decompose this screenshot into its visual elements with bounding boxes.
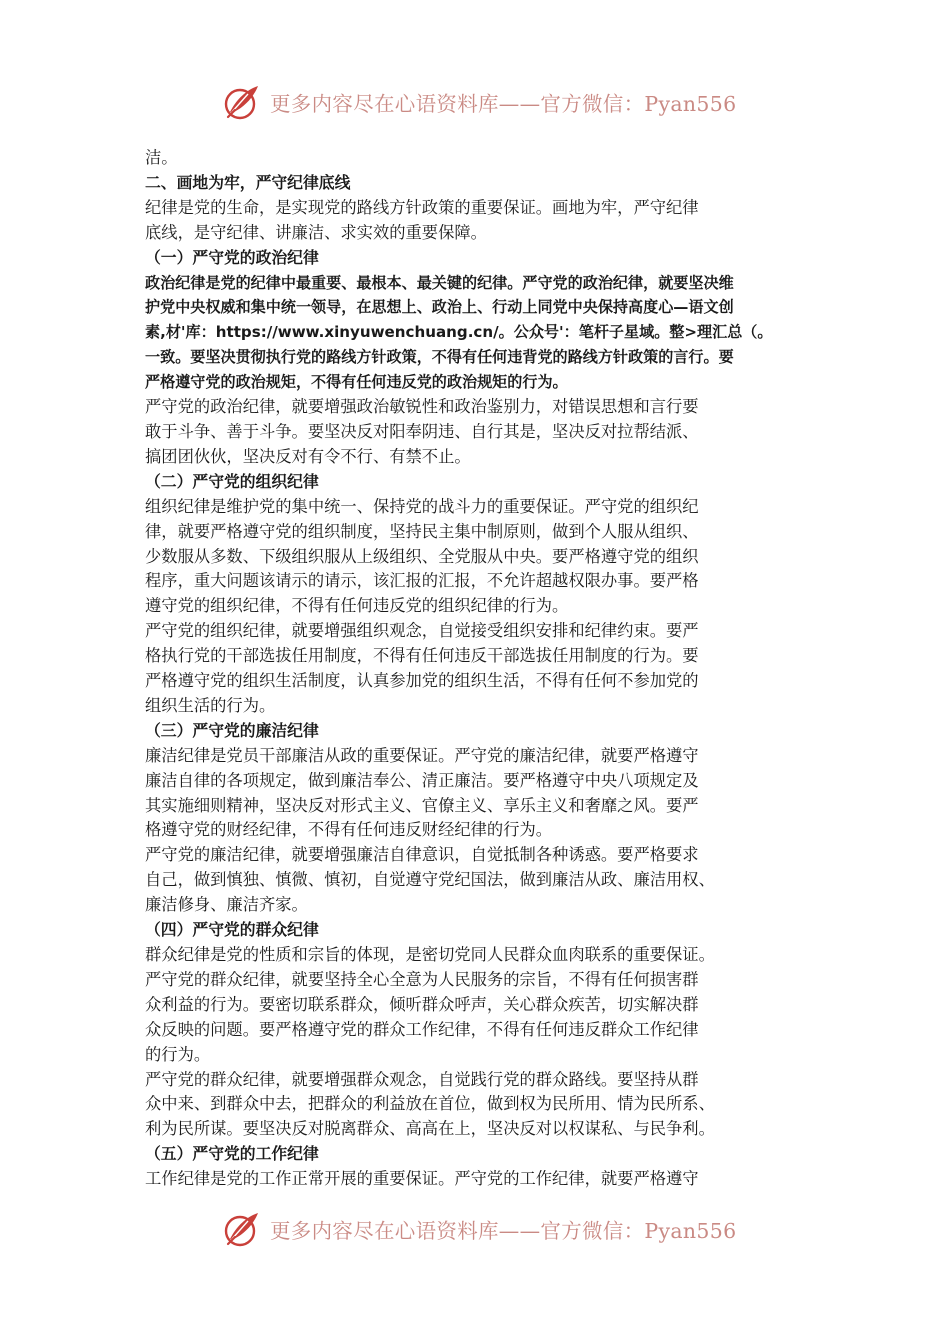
- text-line: 廉洁修身、廉洁齐家。: [145, 895, 308, 915]
- text-line: 严守党的廉洁纪律，就要增强廉洁自律意识，自觉抵制各种诱惑。要严格要求: [145, 845, 699, 865]
- watermark-banner-bottom: [222, 1207, 736, 1251]
- text-line: 遵守党的组织纪律，不得有任何违反党的组织纪律的行为。: [145, 596, 569, 616]
- text-line: 一致。要坚决贯彻执行党的路线方针政策，不得有任何违背党的路线方针政策的言行。要: [145, 348, 734, 367]
- text-line: 自己，做到慎独、慎微、慎初，自觉遵守党纪国法，做到廉洁从政、廉洁用权、: [145, 870, 715, 890]
- text-line: 廉洁自律的各项规定，做到廉洁奉公、清正廉洁。要严格遵守中央八项规定及: [145, 770, 699, 790]
- text-line: 众利益的行为。要密切联系群众，倾听群众呼声，关心群众疾苦，切实解决群: [145, 994, 699, 1014]
- section-heading: （四）严守党的群众纪律: [145, 920, 319, 940]
- text-line: 护党中央权威和集中统一领导，在思想上、政治上、行动上同党中央保持高度心—语文创: [145, 298, 734, 317]
- text-line: 组织纪律是维护党的集中统一、保持党的战斗力的重要保证。严守党的组织纪: [145, 496, 699, 516]
- text-line: 底线，是守纪律、讲廉洁、求实效的重要保障。: [145, 222, 487, 242]
- text-line: 程序，重大问题该请示的请示，该汇报的汇报，不允许超越权限办事。要严格: [145, 571, 699, 591]
- text-line: 洁。: [145, 148, 178, 167]
- feather-pen-logo-icon: [222, 1209, 262, 1249]
- section-heading: （五）严守党的工作纪律: [145, 1144, 319, 1164]
- text-line: 律，就要严格遵守党的组织制度，坚持民主集中制原则，做到个人服从组织、: [145, 521, 699, 541]
- text-line: 素,材'库：https://www.xinyuwenchuang.cn/。公众号'：笔杆子星域。整>理汇总（。: [145, 323, 773, 342]
- text-line: 严守党的政治纪律，就要增强政治敏锐性和政治鉴别力，对错误思想和言行要: [145, 397, 699, 417]
- text-line: 搞团团伙伙，坚决反对有令不行、有禁不止。: [145, 446, 471, 466]
- text-line: 工作纪律是党的工作正常开展的重要保证。严守党的工作纪律，就要严格遵守: [145, 1169, 699, 1189]
- text-line: 利为民所谋。要坚决反对脱离群众、高高在上，坚决反对以权谋私、与民争利。: [145, 1119, 715, 1139]
- text-line: 严守党的群众纪律，就要增强群众观念，自觉践行党的群众路线。要坚持从群: [145, 1069, 699, 1089]
- text-line: 廉洁纪律是党员干部廉洁从政的重要保证。严守党的廉洁纪律，就要严格遵守: [145, 745, 699, 765]
- text-line: 严守党的群众纪律，就要坚持全心全意为人民服务的宗旨，不得有任何损害群: [145, 969, 699, 989]
- text-line: 其实施细则精神，坚决反对形式主义、官僚主义、享乐主义和奢靡之风。要严: [145, 795, 699, 815]
- text-line: 纪律是党的生命，是实现党的路线方针政策的重要保证。画地为牢，严守纪律: [145, 197, 699, 217]
- text-line: 少数服从多数、下级组织服从上级组织、全党服从中央。要严格遵守党的组织: [145, 546, 699, 566]
- section-heading: （二）严守党的组织纪律: [145, 471, 319, 491]
- text-line: 格遵守党的财经纪律，不得有任何违反财经纪律的行为。: [145, 820, 553, 840]
- text-line: 严格遵守党的组织生活制度，认真参加党的组织生活，不得有任何不参加党的: [145, 671, 699, 691]
- text-line: 众反映的问题。要严格遵守党的群众工作纪律，不得有任何违反群众工作纪律: [145, 1019, 699, 1039]
- text-line: 敢于斗争、善于斗争。要坚决反对阳奉阴违、自行其是，坚决反对拉帮结派、: [145, 421, 699, 441]
- text-line: 政治纪律是党的纪律中最重要、最根本、最关键的纪律。严守党的政治纪律，就要坚决维: [145, 273, 734, 292]
- watermark-banner-top: [222, 80, 736, 124]
- section-heading: 二、画地为牢，严守纪律底线: [145, 172, 351, 192]
- text-line: 群众纪律是党的性质和宗旨的体现，是密切党同人民群众血肉联系的重要保证。: [145, 945, 715, 964]
- watermark-text: 更多内容尽在心语资料库——官方微信：Pyan556: [270, 1219, 737, 1243]
- watermark-text: 更多内容尽在心语资料库——官方微信：Pyan556: [270, 92, 737, 116]
- text-line: 严格遵守党的政治规矩，不得有任何违反党的政治规矩的行为。: [145, 373, 568, 392]
- text-line: 组织生活的行为。: [145, 695, 276, 715]
- text-line: 严守党的组织纪律，就要增强组织观念，自觉接受组织安排和纪律约束。要严: [145, 621, 699, 641]
- section-heading: （三）严守党的廉洁纪律: [145, 720, 319, 740]
- text-line: 众中来、到群众中去，把群众的利益放在首位，做到权为民所用、情为民所系、: [145, 1094, 715, 1114]
- feather-pen-logo-icon: [222, 82, 262, 122]
- text-line: 的行为。: [145, 1044, 211, 1064]
- text-line: 格执行党的干部选拔任用制度，不得有任何违反干部选拔任用制度的行为。要: [145, 646, 699, 666]
- document-body: [145, 146, 825, 1192]
- section-heading: （一）严守党的政治纪律: [145, 247, 319, 267]
